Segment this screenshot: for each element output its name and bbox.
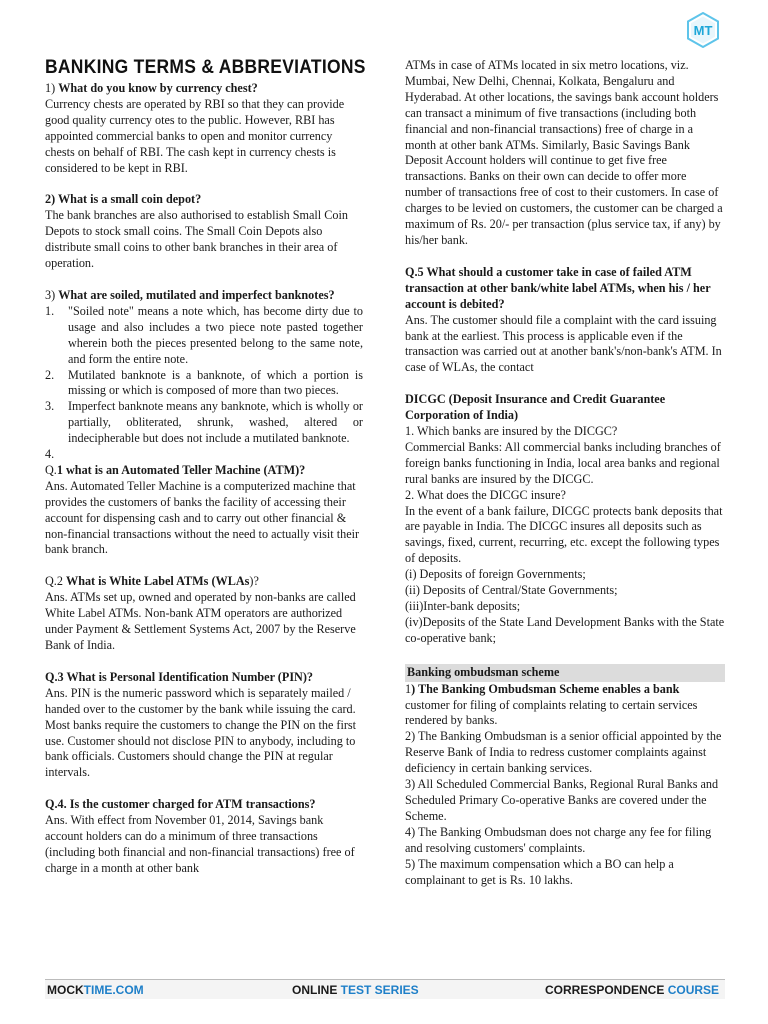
ombudsman-point: 5) The maximum compensation which a BO can help a complainant to get is Rs. 10 lakhs. <box>405 856 674 887</box>
page-footer <box>45 979 725 999</box>
left-column <box>45 56 366 877</box>
q2-answer: The bank branches are also authorised to establish Small Coin Depots to stock small coins. The Small Coin Depots also distribute small coins to other bank branches in their area of operation. <box>45 208 348 271</box>
ombudsman-point: 1) The Banking Ombudsman Scheme enables a bank <box>405 681 680 696</box>
ombudsman-point: 4) The Banking Ombudsman does not charge any fee for filing and resolving customers' complaints. <box>405 824 712 855</box>
atm-charge-answer-continued: ATMs in case of ATMs located in six metro locations, viz. Mumbai, New Delhi, Chennai, Kolkata, Bengaluru and Hyderabad. At other locations, the savings bank account holders can transact a minimum of five transactions (including both financial and non-financial transactions) free of charge in a month at other bank ATMs. Similarly, Basic Savings Bank Deposit Account holders will continue to get five free transactions. Banks on their own can decide to offer more number of transactions free of cost to their customers. In case of charges to be levied on customers, the customer can be charged a maximum of Rs. 20/- per transaction (plus service tax, if any) by his/her bank. <box>405 58 723 247</box>
page-title: BANKING TERMS & ABBREVIATIONS <box>45 57 366 78</box>
dicgc-line: In the event of a bank failure, DICGC protects bank deposits that are payable in India. The DICGC insures all deposits such as savings, fixed, current, recurring, etc. except the following types of deposits. <box>405 503 723 566</box>
list-item: 4. <box>45 447 55 462</box>
banknote-list <box>45 304 363 463</box>
q2-question: 2) What is a small coin depot? <box>45 192 202 207</box>
wla-answer: Ans. ATMs set up, owned and operated by non-banks are called White Label ATMs. Non-bank ATM operators are authorized under Payment & Settlement Systems Act, 2007 by the Reserve Bank of India. <box>45 590 356 652</box>
list-item: 2. Mutilated banknote is a banknote, of which a portion is missing or which is composed of more than two pieces. <box>45 367 363 398</box>
q3-question: 3) What are soiled, mutilated and imperfect banknotes? <box>45 287 335 302</box>
right-column <box>405 58 725 888</box>
q1-question: 1) What do you know by currency chest? <box>45 81 258 95</box>
ombudsman-heading: Banking ombudsman scheme <box>405 664 725 682</box>
list-item: 3. Imperfect banknote means any banknote, which is wholly or partially, obliterated, shrunk, washed, altered or indecipherable but does not include a mutilated banknote. <box>45 399 363 446</box>
dicgc-line: Commercial Banks: All commercial banks including branches of foreign banks functioning in India, local area banks and regional rural banks are insured by the DICGC. <box>405 439 721 486</box>
atm-charge-question: Q.4. Is the customer charged for ATM transactions? <box>45 797 316 812</box>
dicgc-line: (iv)Deposits of the State Land Development Banks with the State co-operative bank; <box>405 614 725 645</box>
ombudsman-point: 3) All Scheduled Commercial Banks, Regional Rural Banks and Scheduled Primary Co-operative Banks are covered under the Scheme. <box>405 777 719 823</box>
dicgc-line: (ii) Deposits of Central/State Governments; <box>405 583 618 598</box>
failed-atm-answer: Ans. The customer should file a complaint with the card issuing bank at the earliest. This process is applicable even if the transaction was carried out at another bank's/non-bank's ATM. In case of WLAs, the contact <box>405 312 722 375</box>
footer-online-test-series: ONLINE TEST SERIES <box>292 983 419 997</box>
atm-question: Q.1 what is an Automated Teller Machine (ATM)? <box>45 462 306 477</box>
mocktime-logo <box>685 12 721 48</box>
ombudsman-point-body: customer for filing of complaints relating to certain services rendered by banks. <box>405 697 698 728</box>
dicgc-line: 2. What does the DICGC insure? <box>405 487 566 502</box>
dicgc-heading: DICGC (Deposit Insurance and Credit Guarantee Corporation of India) <box>405 392 666 423</box>
ombudsman-point: 2) The Banking Ombudsman is a senior official appointed by the Reserve Bank of India to redress customer complaints against deficiency in certain banking services. <box>405 729 722 776</box>
dicgc-line: (iii)Inter-bank deposits; <box>405 599 521 613</box>
footer-correspondence-course: CORRESPONDENCE COURSE <box>545 983 720 997</box>
atm-answer: Ans. Automated Teller Machine is a computerized machine that provides the customers of banks the facility of accessing their account for dispensing cash and to carry out other financial & non-financial transactions without the need to actually visit their bank branch. <box>45 478 360 557</box>
failed-atm-question: Q.5 What should a customer take in case of failed ATM transaction at other bank/white label ATMs, when his / her account is debited? <box>405 264 711 311</box>
list-item: 1. "Soiled note" means a note which, has become dirty due to usage and also includes a two piece note pasted together wherein both the pieces presented belong to the same note, and form the entire note. <box>45 303 363 366</box>
pin-answer: Ans. PIN is the numeric password which is separately mailed / handed over to the customer by the bank while issuing the card. Most banks require the customers to change the PIN on the first use. Customer should not disclose PIN to anybody, including to bank officials. Customers should change the PIN at regular intervals. <box>45 685 357 780</box>
q1-answer: Currency chests are operated by RBI so that they can provide good quality currency otes to the public. However, RBI has appointed commercial banks to open and monitor currency chests on behalf of RBI. The cash kept in currency chests is considered to be kept in RBI. <box>45 96 345 175</box>
dicgc-line: (i) Deposits of foreign Governments; <box>405 567 586 582</box>
logo-text: MT <box>693 23 713 38</box>
dicgc-line: 1. Which banks are insured by the DICGC? <box>405 424 618 439</box>
pin-question: Q.3 What is Personal Identification Number (PIN)? <box>45 669 314 684</box>
atm-charge-answer: Ans. With effect from November 01, 2014, Savings bank account holders can do a minimum of three transactions (including both financial and non-financial transactions) free of charge in a month at other bank <box>45 813 355 875</box>
wla-question: Q.2 What is White Label ATMs (WLAs)? <box>45 574 259 589</box>
footer-brand: MOCKTIME.COM <box>47 983 144 997</box>
